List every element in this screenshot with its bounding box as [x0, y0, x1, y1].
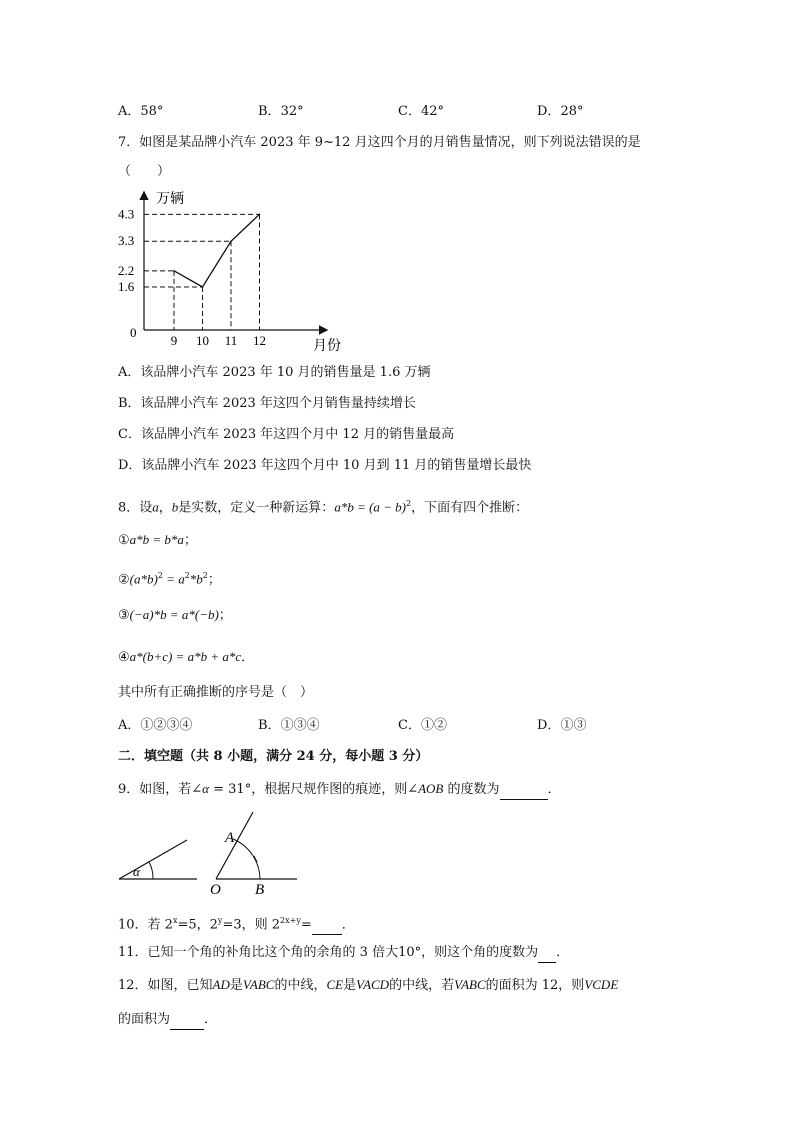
q8-item-3: ③(−a)*b = a*(−b)； [118, 607, 232, 623]
data-point [230, 240, 232, 242]
x-tick-label: 12 [253, 333, 266, 348]
y-tick-label: 4.3 [118, 206, 135, 222]
y-axis-label: 万辆 [156, 192, 184, 207]
y-tick-label: 3.3 [118, 233, 135, 249]
sales-series-line [174, 214, 260, 287]
q8-definition: a*b = (a − b) [334, 499, 407, 515]
q8-option-b: B．①③④ [258, 718, 320, 733]
q8-option-d: D．①③ [537, 718, 587, 733]
q7-paren: （ ） [118, 164, 171, 179]
section-2-title: 二．填空题（共 8 小题，满分 24 分，每小题 3 分） [118, 749, 429, 764]
q7-option-b: B．该品牌小汽车 2023 年这四个月销售量持续增长 [118, 396, 416, 411]
q9-answer-blank [500, 781, 548, 800]
q7-stem: 7．如图是某品牌小汽车 2023 年 9~12 月这四个月的月销售量情况，则下列说法错误的是 [118, 135, 641, 150]
origin-label: 0 [130, 325, 137, 340]
data-point [259, 214, 261, 216]
x-axis-label: 月份 [313, 339, 341, 354]
q12-stem: 12．如图，已知AD是VABC的中线，CE是VACD的中线，若VABC的面积为 12，则VCDE [118, 977, 619, 993]
point-b-label: B [255, 882, 265, 894]
q8-option-a: A．①②③④ [118, 718, 193, 733]
q12-answer-blank [170, 1011, 204, 1030]
q8-item-4: ④a*(b+c) = a*b + a*c． [118, 649, 255, 665]
x-tick-label: 11 [224, 333, 238, 348]
q9-stem: 9．如图，若∠α = 31°，根据尺规作图的痕迹，则∠AOB 的度数为 ． [118, 780, 561, 800]
sales-chart [110, 185, 350, 355]
q7-option-a: A．该品牌小汽车 2023 年 10 月的销售量是 1.6 万辆 [118, 365, 431, 380]
q8-option-c: C．①② [398, 718, 447, 733]
q6-option-d: D．28° [537, 104, 584, 119]
q6-option-b: B．32° [258, 104, 304, 119]
q8-stem: 8．设a，b是实数，定义一种新运算：$a*b = (a - b)^2$，下面有四个推断： [118, 499, 529, 516]
q10-answer-blank [312, 916, 342, 935]
y-tick-label: 2.2 [118, 262, 135, 278]
q11-answer-blank [538, 944, 556, 963]
q6-option-a: A．58° [118, 104, 164, 119]
point-o-label: O [210, 882, 221, 894]
x-tick-label: 10 [196, 333, 209, 348]
data-point [202, 286, 204, 288]
y-tick-label: 1.6 [118, 278, 135, 294]
x-tick-label: 9 [170, 333, 178, 348]
q11-stem: 11．已知一个角的补角比这个角的余角的 3 倍大10°，则这个角的度数为 ． [118, 944, 569, 963]
q8-question: 其中所有正确推断的序号是（ ） [118, 685, 314, 700]
q8-item-2: $②(a*b)^2 = a^2*b^2$； [118, 571, 221, 588]
q7-option-c: C．该品牌小汽车 2023 年这四个月中 12 月的销售量最高 [118, 427, 455, 442]
q7-option-d: D．该品牌小汽车 2023 年这四个月中 10 月到 11 月的销售量增长最快 [118, 458, 532, 473]
q10-stem: 10．若 $2^x=5$，$2^y=3$，则 $2^{2x+y}=$ ． [118, 912, 355, 935]
q12-line-2: 的面积为 ． [118, 1011, 217, 1030]
point-a-label: A [225, 830, 235, 846]
q6-option-c: C．42° [398, 104, 444, 119]
q9-figure [115, 812, 305, 894]
alpha-label: α [133, 864, 140, 879]
q8-item-1: ①a*b = b*a； [118, 532, 197, 548]
data-point [173, 270, 175, 272]
